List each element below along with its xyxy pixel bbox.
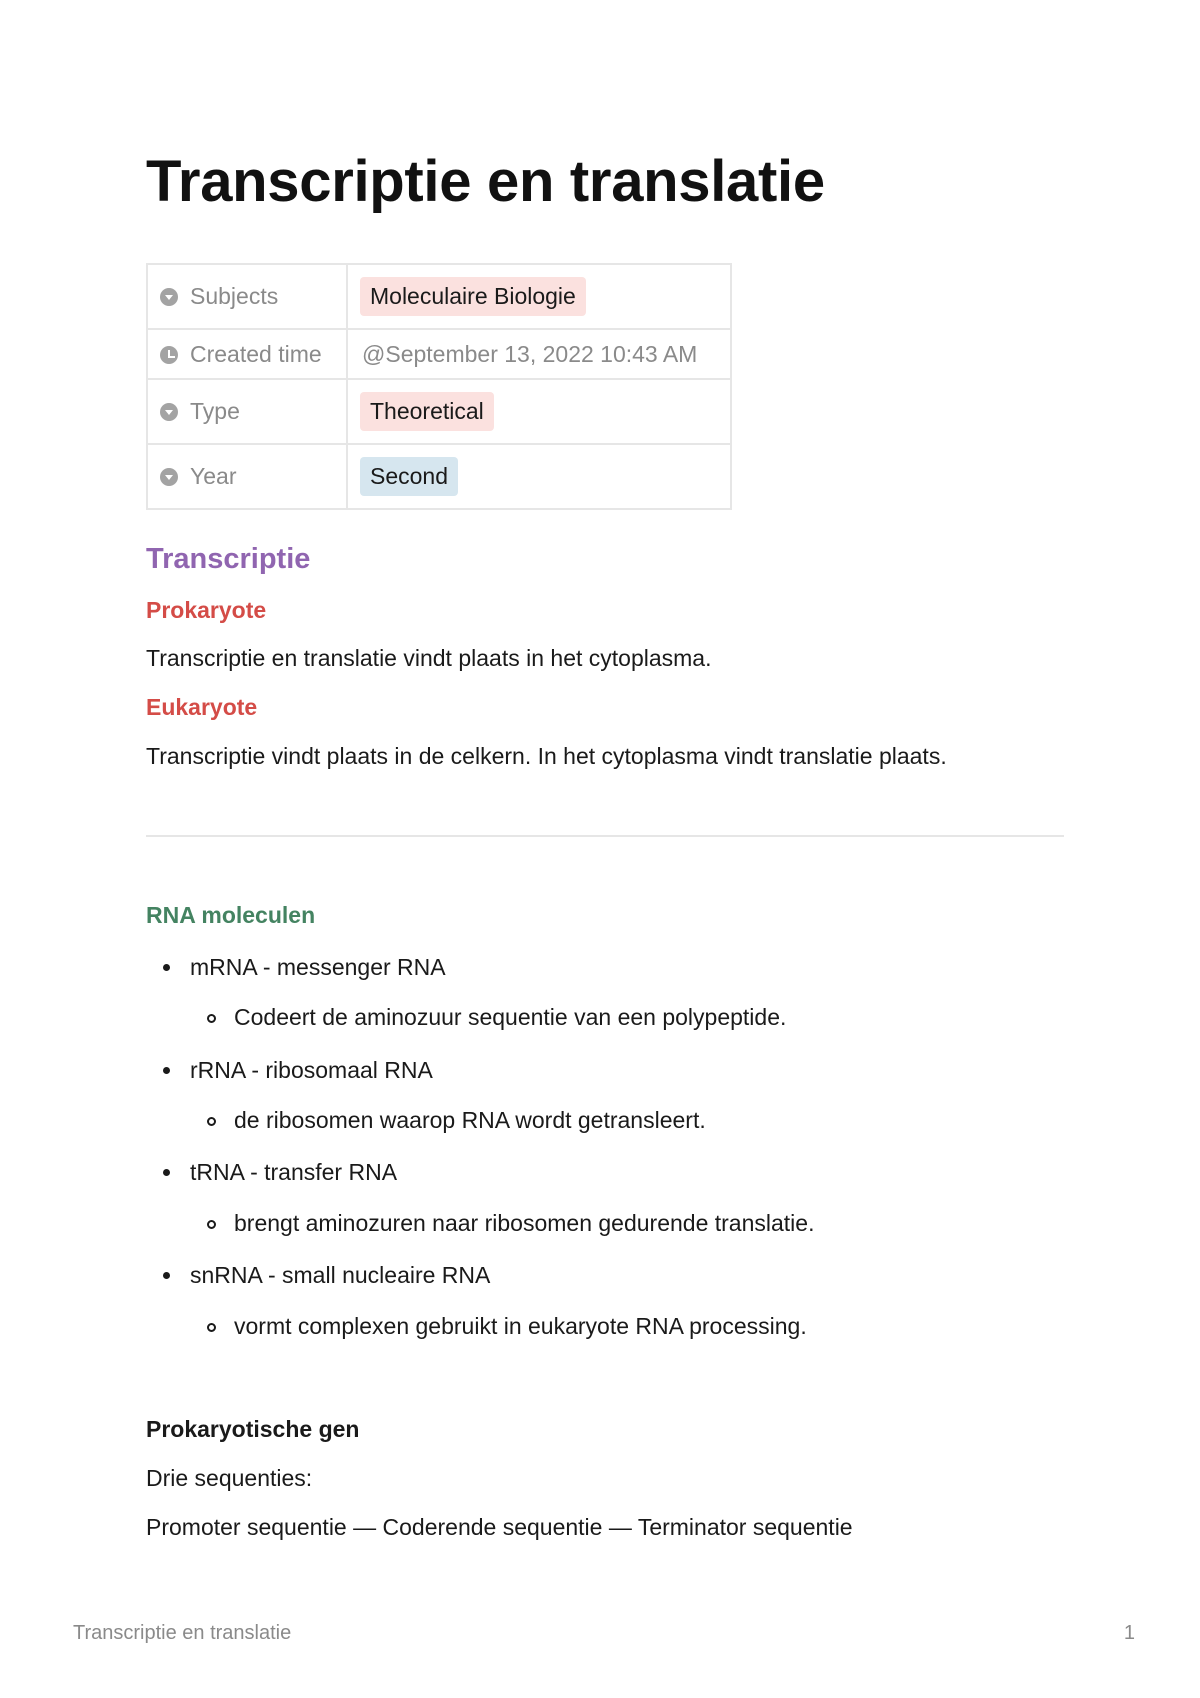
- paragraph-eukaryote: Transcriptie vindt plaats in de celkern. In het cytoplasma vindt translatie plaats.: [146, 743, 947, 769]
- property-row-type: [147, 379, 731, 444]
- bullet-icon: [163, 1169, 170, 1176]
- select-icon: [160, 403, 178, 421]
- hollow-bullet-icon: [207, 1117, 216, 1126]
- property-row-subjects: [147, 264, 731, 329]
- heading-prokaryotische-gen: Prokaryotische gen: [146, 1416, 360, 1442]
- list-item: tRNA - transfer RNA: [190, 1159, 398, 1185]
- property-row-year: [147, 444, 731, 509]
- property-row-created-time: [147, 329, 731, 379]
- page-title: Transcriptie en translatie: [146, 149, 825, 214]
- bullet-icon: [163, 1067, 170, 1074]
- sub-list-item: Codeert de aminozuur sequentie van een polypeptide.: [234, 1004, 787, 1030]
- property-value[interactable]: [347, 264, 731, 329]
- type-tag[interactable]: Theoretical: [360, 392, 494, 431]
- divider: [146, 835, 1064, 837]
- heading-rna-moleculen: RNA moleculen: [146, 902, 316, 928]
- sub-list-item: de ribosomen waarop RNA wordt getransleert.: [234, 1107, 706, 1133]
- property-value[interactable]: [347, 379, 731, 444]
- sub-list-item: vormt complexen gebruikt in eukaryote RNA processing.: [234, 1313, 807, 1339]
- heading-prokaryote: Prokaryote: [146, 597, 267, 623]
- sub-list-item: brengt aminozuren naar ribosomen gedurende translatie.: [234, 1210, 815, 1236]
- bullet-icon: [163, 1272, 170, 1279]
- list-item: rRNA - ribosomaal RNA: [190, 1057, 433, 1083]
- hollow-bullet-icon: [207, 1323, 216, 1332]
- clock-icon: [160, 346, 178, 364]
- properties-table: [146, 263, 732, 510]
- year-tag[interactable]: Second: [360, 457, 458, 496]
- paragraph-drie-sequenties: Drie sequenties:: [146, 1465, 313, 1491]
- property-key: [147, 329, 347, 379]
- footer-title: Transcriptie en translatie: [73, 1622, 292, 1644]
- select-icon: [160, 288, 178, 306]
- property-key-label: Created time: [190, 340, 322, 367]
- heading-transcriptie: Transcriptie: [146, 543, 311, 575]
- property-key-label: Type: [190, 398, 240, 424]
- heading-eukaryote: Eukaryote: [146, 694, 258, 720]
- list-item: snRNA - small nucleaire RNA: [190, 1262, 491, 1288]
- bullet-icon: [163, 964, 170, 971]
- property-value: [347, 329, 731, 379]
- property-key: [147, 444, 347, 509]
- paragraph-prokaryote: Transcriptie en translatie vindt plaats in het cytoplasma.: [146, 645, 712, 671]
- select-icon: [160, 468, 178, 486]
- property-key-label: Subjects: [190, 283, 279, 309]
- hollow-bullet-icon: [207, 1014, 216, 1023]
- paragraph-sequence-order: Promoter sequentie — Coderende sequentie — Terminator sequentie: [146, 1514, 853, 1540]
- list-item: mRNA - messenger RNA: [190, 954, 446, 980]
- footer-page-number: 1: [1123, 1622, 1135, 1644]
- created-time-value: @September 13, 2022 10:43 AM: [362, 340, 698, 367]
- property-key: [147, 264, 347, 329]
- hollow-bullet-icon: [207, 1220, 216, 1229]
- subjects-tag[interactable]: Moleculaire Biologie: [360, 277, 586, 316]
- property-key: [147, 379, 347, 444]
- property-key-label: Year: [190, 463, 237, 489]
- property-value[interactable]: [347, 444, 731, 509]
